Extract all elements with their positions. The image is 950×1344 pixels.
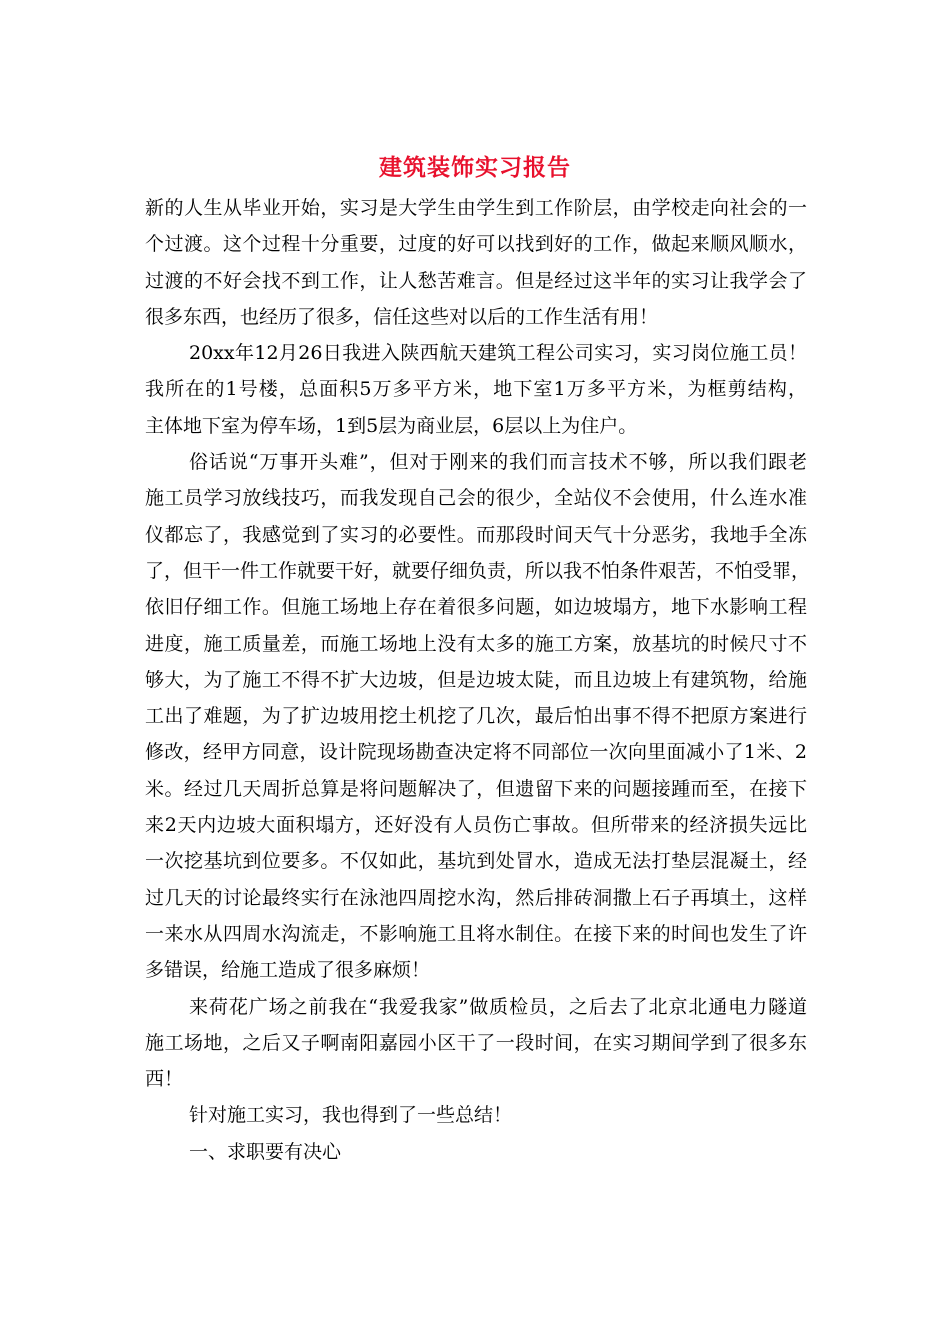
paragraph	[145, 444, 811, 988]
paragraph-line: 多错误，给施工造成了很多麻烦！	[145, 959, 431, 982]
paragraph-line: 施工场地，之后又子啊南阳嘉园小区干了一段时间，在实习期间学到了很多东	[145, 1031, 807, 1054]
paragraph-line: 修改，经甲方同意，设计院现场勘查决定将不同部位一次向里面减小了1米、2	[145, 741, 807, 764]
paragraph-line: 过渡的不好会找不到工作，让人愁苦难言。但是经过这半年的实习让我学会了	[145, 269, 807, 292]
paragraph	[145, 989, 807, 1098]
paragraph	[145, 1134, 807, 1170]
paragraph-line: 西！	[145, 1068, 184, 1091]
paragraph-line: 个过渡。这个过程十分重要，过度的好可以找到好的工作，做起来顺风顺水，	[145, 233, 807, 256]
paragraph-line: 米。经过几天周折总算是将问题解决了，但遗留下来的问题接踵而至，在接下	[145, 777, 807, 800]
paragraph-line: 仪都忘了，我感觉到了实习的必要性。而那段时间天气十分恶劣，我地手全冻	[145, 523, 807, 546]
paragraph-line: 一次挖基坑到位要多。不仅如此，基坑到处冒水，造成无法打垫层混凝土，经	[145, 850, 807, 873]
paragraph-line: 工出了难题，为了扩边坡用挖土机挖了几次，最后怕出事不得不把原方案进行	[145, 705, 807, 728]
paragraph-line: 主体地下室为停车场，1到5层为商业层，6层以上为住户。	[145, 414, 638, 437]
paragraph-line: 很多东西，也经历了很多，信任这些对以后的工作生活有用！	[145, 305, 659, 328]
paragraph-line: 施工员学习放线技巧，而我发现自己会的很少，全站仪不会使用，什么连水准	[145, 487, 807, 510]
paragraph-line: 依旧仔细工作。但施工场地上存在着很多问题，如边坡塌方，地下水影响工程	[145, 596, 807, 619]
paragraph	[145, 190, 807, 335]
paragraph-line: 一、求职要有决心	[189, 1140, 342, 1163]
paragraph	[145, 335, 807, 444]
paragraph-line: 俗话说“万事开头难”，但对于刚来的我们而言技术不够，所以我们跟老	[189, 451, 807, 474]
paragraph-line: 20xx年12月26日我进入陕西航天建筑工程公司实习，实习岗位施工员！	[189, 342, 807, 365]
document-body	[145, 190, 811, 1170]
paragraph-line: 过几天的讨论最终实行在泳池四周挖水沟，然后排砖洞撒上石子再填土，这样	[145, 886, 807, 909]
paragraph-line: 来2天内边坡大面积塌方，还好没有人员伤亡事故。但所带来的经济损失远比	[145, 814, 807, 837]
document-title: 建筑装饰实习报告	[379, 154, 571, 181]
paragraph-line: 来荷花广场之前我在“我爱我家”做质检员，之后去了北京北通电力隧道	[189, 995, 807, 1018]
paragraph-line: 了，但干一件工作就要干好，就要仔细负责，所以我不怕条件艰苦，不怕受罪，	[145, 559, 811, 582]
paragraph-line: 我所在的1号楼，总面积5万多平方米，地下室1万多平方米，为框剪结构，	[145, 378, 807, 401]
paragraph-line: 进度，施工质量差，而施工场地上没有太多的施工方案，放基坑的时候尺寸不	[145, 632, 807, 655]
paragraph	[145, 1097, 807, 1133]
paragraph-line: 够大，为了施工不得不扩大边坡，但是边坡太陡，而且边坡上有建筑物，给施	[145, 668, 807, 691]
paragraph-line: 针对施工实习，我也得到了一些总结！	[189, 1104, 513, 1127]
paragraph-line: 新的人生从毕业开始，实习是大学生由学生到工作阶层，由学校走向社会的一	[145, 197, 807, 219]
paragraph-line: 一来水从四周水沟流走，不影响施工且将水制住。在接下来的时间也发生了许	[145, 922, 807, 945]
